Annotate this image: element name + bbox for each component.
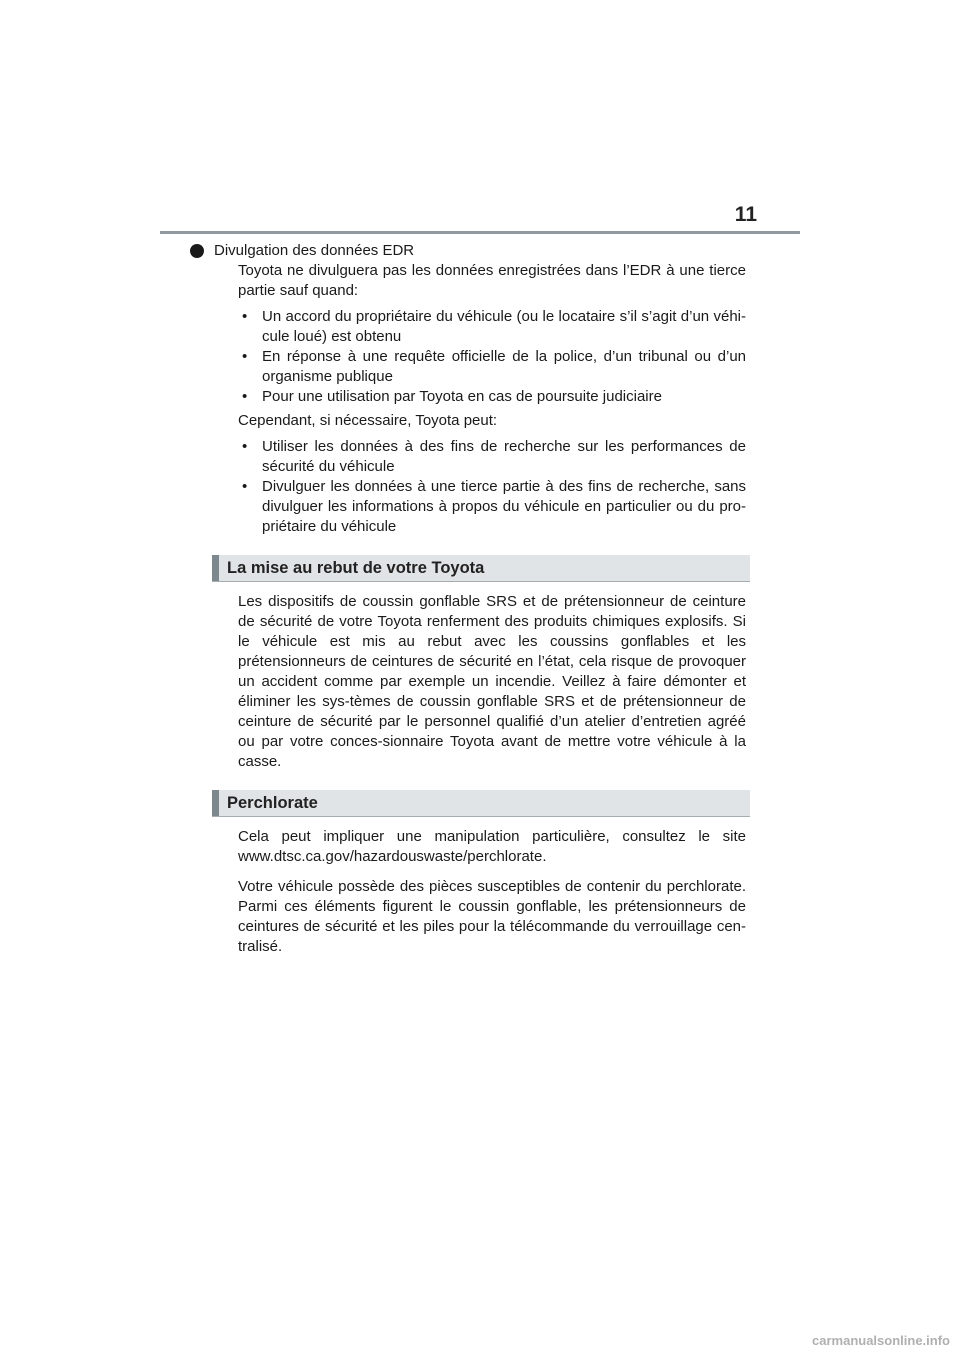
edr-conditions-list: [238, 307, 746, 407]
list-item: • En réponse à une requête officielle de la police, d’un tribunal ou d’un organisme publique: [238, 347, 746, 387]
page-number: 11: [734, 203, 757, 226]
edr-uses-list: [238, 437, 746, 537]
list-item: • Utiliser les données à des fins de recherche sur les performances de sécurité du véhicule: [238, 437, 746, 477]
section-heading-disposal: [212, 555, 750, 582]
section-heading-perchlorate: [212, 790, 750, 817]
edr-intro: Toyota ne divulguera pas les données enregistrées dans l’EDR à une tierce partie sauf quand:: [238, 262, 746, 299]
bullet-circle-icon: [190, 244, 204, 258]
perchlorate-paragraph-2: Votre véhicule possède des pièces susceptibles de contenir du perchlorate. Parmi ces éléments figurent le coussin gonflable, les prétensionneurs de ceintures de sécurité et les piles pour la télécommande du verrouillage cen-tralisé.: [238, 878, 746, 955]
header-rule: [160, 231, 800, 234]
perchlorate-paragraph-1: Cela peut impliquer une manipulation particulière, consultez le site www.dtsc.ca.gov/hazardouswaste/perchlorate.: [238, 828, 746, 865]
edr-however: Cependant, si nécessaire, Toyota peut:: [238, 412, 498, 429]
list-item: • Divulguer les données à une tierce partie à des fins de recherche, sans divulguer les informations à propos du véhicule en particulier ou du pro-priétaire du véhicule: [238, 477, 746, 537]
list-item: • Pour une utilisation par Toyota en cas de poursuite judiciaire: [238, 387, 746, 407]
section-heading-bar: [212, 790, 219, 816]
edr-title: Divulgation des données EDR: [214, 242, 415, 259]
watermark-logo: carmanualsonline.info: [812, 1333, 950, 1348]
section-heading-title: Perchlorate: [227, 794, 318, 812]
list-item: • Un accord du propriétaire du véhicule (ou le locataire s’il s’agit d’un véhi-cule loué) est obtenu: [238, 307, 746, 347]
section-heading-title: La mise au rebut de votre Toyota: [227, 559, 485, 577]
edr-bullet-heading: [188, 241, 746, 261]
edr-block: [238, 261, 746, 537]
section-heading-bar: [212, 555, 219, 581]
page-content: [214, 241, 746, 967]
disposal-paragraph: Les dispositifs de coussin gonflable SRS et de prétensionneur de ceinture de sécurité de votre Toyota renferment des produits chimiques explosifs. Si le véhicule est mis au rebut avec les coussins gonflables et les prétensionneurs de ceintures de sécurité en l’état, cela risque de provoquer un accident comme par exemple un incendie. Veillez à faire démonter et éliminer les sys-tèmes de coussin gonflable SRS et de prétensionneur de ceinture de sécurité par le personnel qualifié d’un atelier d’entretien agréé ou par votre conces-sionnaire Toyota avant de mettre votre véhicule à la casse.: [238, 593, 746, 770]
